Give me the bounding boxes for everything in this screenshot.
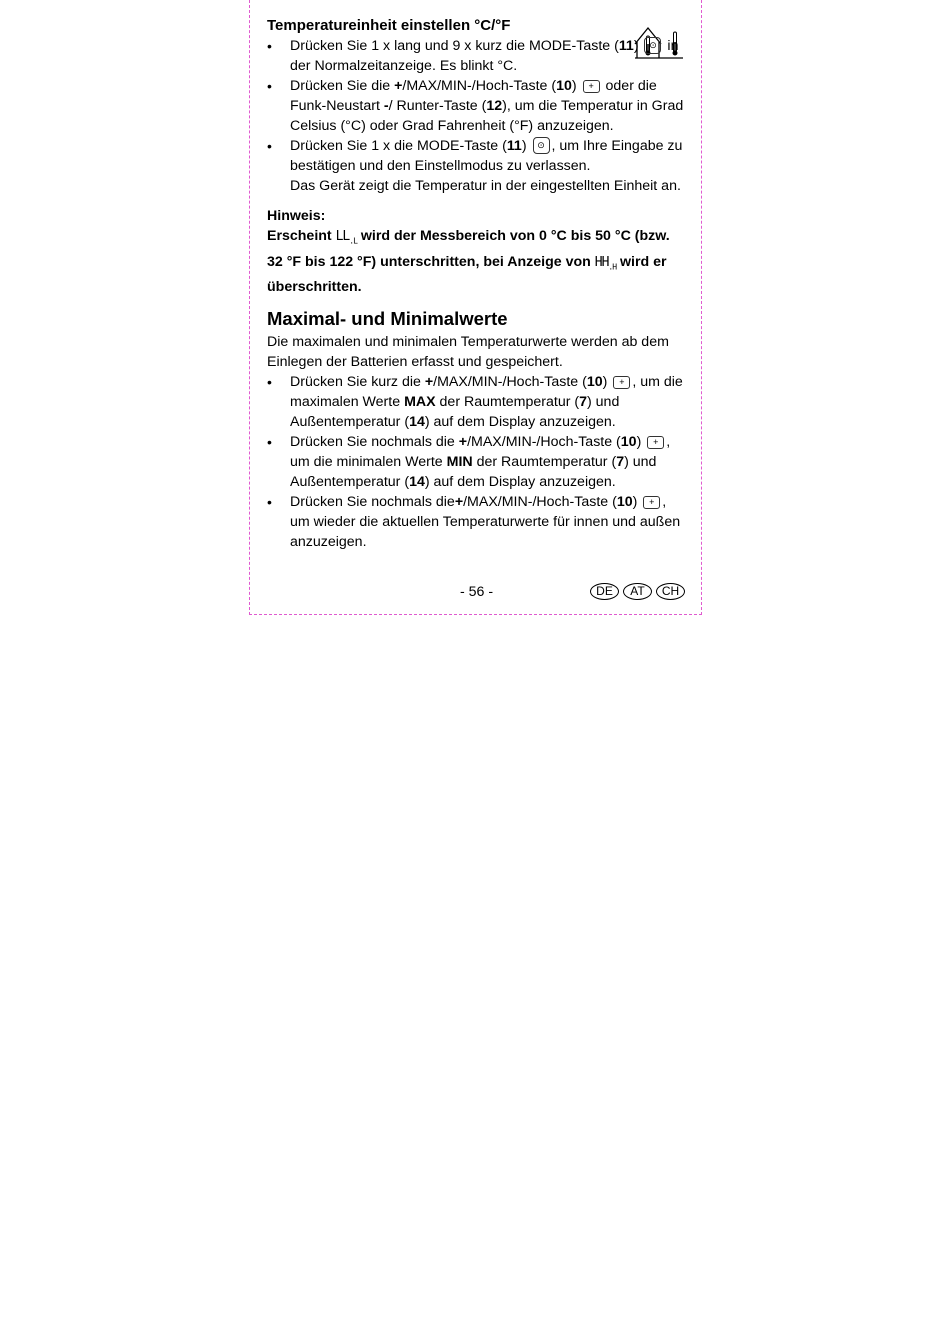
section-title-temperature-unit: Temperatureinheit einstellen °C/°F xyxy=(267,17,511,34)
country-badge-at: AT xyxy=(623,583,652,600)
list-item: • Drücken Sie 1 x lang und 9 x kurz die MODE-Taste (11) ⊙ in der Normalzeitanzeige. Es blinkt °C. xyxy=(267,36,687,76)
temperature-unit-steps xyxy=(267,36,687,196)
plus-button-icon: + xyxy=(583,80,600,93)
plus-button-icon: + xyxy=(647,436,664,449)
lcd-high-symbol: $HH_{.H}$ xyxy=(594,254,617,272)
section-title-minmax: Maximal- und Minimalwerte xyxy=(267,308,508,330)
country-badge-de: DE xyxy=(590,583,619,600)
country-badge-ch: CH xyxy=(656,583,685,600)
plus-button-icon: + xyxy=(613,376,630,389)
page-content xyxy=(267,16,687,552)
manual-page xyxy=(249,0,702,615)
section-intro: Die maximalen und minimalen Temperaturwerte werden ab dem Einlegen der Batterien erfasst und gespeichert. xyxy=(267,334,669,371)
list-item: • Drücken Sie nochmals die +/MAX/MIN-/Hoch-Taste (10) + , um die minimalen Werte MIN der Raumtemperatur (7) und Außentemperatur (14) auf dem Display anzuzeigen. xyxy=(267,432,687,492)
note-text: Erscheint $LL_{.L}$ wird der Messbereich von 0 °C bis 50 °C (bzw. 32 °F bis 122 °F) unterschritten, bei Anzeige von $HH_{.H}$ wird er überschritten. xyxy=(267,228,670,296)
list-item: • Drücken Sie die +/MAX/MIN-/Hoch-Taste (10) + oder die Funk-Neustart -/ Runter-Taste (12), um die Temperatur in Grad Celsius (°C) oder Grad Fahrenheit (°F) anzuzeigen. xyxy=(267,76,687,136)
page-number: - 56 - xyxy=(459,584,494,600)
lcd-low-symbol: $LL_{.L}$ xyxy=(335,229,357,246)
list-item: • Drücken Sie kurz die +/MAX/MIN-/Hoch-Taste (10) + , um die maximalen Werte MAX der Raumtemperatur (7) und Außentemperatur (14) auf dem Display anzuzeigen. xyxy=(267,372,687,432)
country-badges xyxy=(590,583,685,600)
mode-button-icon: ⊙ xyxy=(533,137,550,154)
mode-button-icon: ⊙ xyxy=(644,37,661,54)
note-label: Hinweis: xyxy=(267,208,326,224)
list-item: • Drücken Sie nochmals die+/MAX/MIN-/Hoch-Taste (10) + , um wieder die aktuellen Temperaturwerte für innen und außen anzuzeigen. xyxy=(267,492,687,552)
list-item: • Drücken Sie 1 x die MODE-Taste (11) ⊙ , um Ihre Eingabe zu bestätigen und den Einstellmodus zu verlassen. Das Gerät zeigt die Temperatur in der eingestellten Einheit an. xyxy=(267,136,687,196)
plus-button-icon: + xyxy=(643,496,660,509)
minmax-steps xyxy=(267,372,687,552)
